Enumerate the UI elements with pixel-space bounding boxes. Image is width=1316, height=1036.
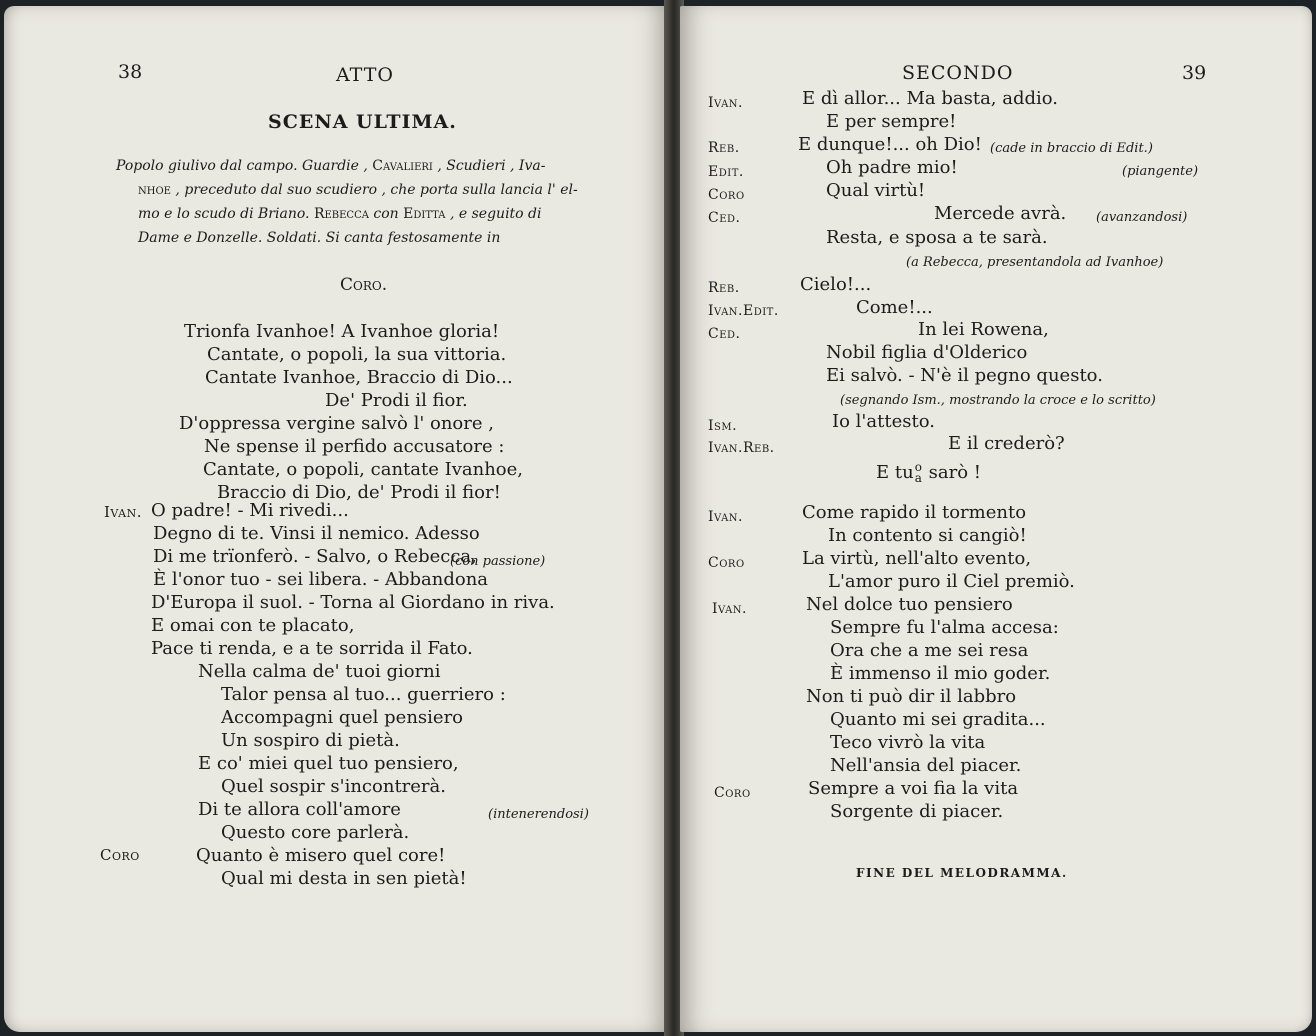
verse-line: D'Europa il suol. - Torna al Giordano in riva.	[151, 592, 555, 613]
verse-line: L'amor puro il Ciel premiò.	[828, 571, 1075, 592]
speaker-ivan: Ivan.	[712, 601, 747, 617]
direction-avanzandosi: (avanzandosi)	[1096, 210, 1188, 225]
verse-line: È l'onor tuo - sei libera. - Abbandona	[153, 569, 489, 590]
verse-line: Nell'ansia del piacer.	[830, 755, 1022, 776]
verse-line: Un sospiro di pietà.	[221, 730, 400, 751]
verse-line: Oh padre mio!	[826, 157, 958, 178]
verse-line: Cielo!...	[800, 274, 872, 295]
verse-line: E omai con te placato,	[151, 615, 355, 636]
verse-line: Sempre a voi fia la vita	[808, 778, 1019, 799]
speaker-reb: Reb.	[708, 280, 740, 296]
verse-line: Cantate, o popoli, la sua vittoria.	[207, 344, 507, 365]
coro-heading: Coro.	[340, 275, 388, 295]
stage-direction-line-3: mo e lo scudo di Briano. Rebecca con Editta , e seguito di	[138, 206, 542, 222]
verse-line: Quanto mi sei gradita...	[830, 709, 1046, 730]
stage-direction-line-2: nhoe , preceduto dal suo scudiero , che porta sulla lancia l' el-	[138, 182, 578, 198]
speaker-ivan: Ivan.	[708, 95, 743, 111]
verse-line: Qual virtù!	[826, 180, 926, 201]
verse-line: Come rapido il tormento	[802, 502, 1027, 523]
running-head-atto: ATTO	[336, 64, 394, 86]
verse-line: La virtù, nell'alto evento,	[802, 548, 1032, 569]
verse-line: Questo core parlerà.	[221, 822, 410, 843]
verse-line: Come!...	[856, 297, 933, 318]
verse-line: Quel sospir s'incontrerà.	[221, 776, 446, 797]
end-text: FINE DEL MELODRAMMA.	[856, 866, 1068, 880]
page-number-38: 38	[118, 61, 143, 83]
verse-line: O padre! - Mi rivedi...	[151, 500, 349, 521]
verse-line: Braccio di Dio, de' Prodi il fior!	[217, 482, 501, 503]
speaker-edit: Edit.	[708, 164, 744, 180]
speaker-coro: Coro	[708, 187, 745, 203]
verse-line: Nobil figlia d'Olderico	[826, 342, 1028, 363]
verse-line: Accompagni quel pensiero	[221, 707, 464, 728]
verse-line: In lei Rowena,	[918, 319, 1049, 340]
right-page	[680, 6, 1312, 1032]
speaker-ivan-edit: Ivan.Edit.	[708, 303, 779, 319]
stage-direction-line-4: Dame e Donzelle. Soldati. Si canta festosamente in	[138, 230, 501, 246]
verse-line: Sorgente di piacer.	[830, 801, 1004, 822]
direction-segnando: (segnando Ism., mostrando la croce e lo scritto)	[840, 393, 1156, 408]
verse-line: Ei salvò. - N'è il pegno questo.	[826, 365, 1103, 386]
running-head-secondo: SECONDO	[902, 62, 1014, 84]
verse-line: E dunque!... oh Dio!	[798, 134, 982, 155]
verse-line: Qual mi desta in sen pietà!	[221, 868, 467, 889]
speaker-ism: Ism.	[708, 418, 738, 434]
speaker-reb: Reb.	[708, 140, 740, 156]
speaker-ivan-reb: Ivan.Reb.	[708, 440, 775, 456]
left-page	[4, 6, 668, 1032]
scene-title: SCENA ULTIMA.	[268, 111, 457, 133]
verse-line: Resta, e sposa a te sarà.	[826, 227, 1048, 248]
verse-line: E dì allor... Ma basta, addio.	[802, 88, 1059, 109]
verse-line: Di me trïonferò. - Salvo, o Rebecca,	[153, 546, 477, 567]
verse-line: Cantate Ivanhoe, Braccio di Dio...	[205, 367, 513, 388]
verse-line: Di te allora coll'amore	[198, 799, 401, 820]
speaker-ced: Ced.	[708, 326, 741, 342]
direction-cade: (cade in braccio di Edit.)	[990, 141, 1153, 156]
speaker-ced: Ced.	[708, 210, 741, 226]
verse-line: D'oppressa vergine salvò l' onore ,	[179, 413, 494, 434]
stage-direction-line-1: Popolo giulivo dal campo. Guardie , Cavalieri , Scudieri , Iva-	[116, 158, 546, 174]
verse-line: E il crederò?	[948, 433, 1065, 454]
direction-a-rebecca: (a Rebecca, presentandola ad Ivanhoe)	[906, 255, 1164, 270]
verse-line: E co' miei quel tuo pensiero,	[198, 753, 459, 774]
verse-line: De' Prodi il fior.	[325, 390, 468, 411]
tu-line: E tu o a sarò !	[876, 460, 982, 485]
direction-con-passione: (con passione)	[450, 554, 546, 569]
verse-line: Talor pensa al tuo... guerriero :	[221, 684, 506, 705]
verse-line: Nella calma de' tuoi giorni	[198, 661, 441, 682]
verse-line: Ne spense il perfido accusatore :	[204, 436, 505, 457]
verse-line: Teco vivrò la vita	[830, 732, 986, 753]
verse-line: E per sempre!	[826, 111, 957, 132]
verse-line: Mercede avrà.	[934, 203, 1067, 224]
verse-line: Pace ti renda, e a te sorrida il Fato.	[151, 638, 473, 659]
direction-piangente: (piangente)	[1122, 164, 1199, 179]
verse-line: Quanto è misero quel core!	[196, 845, 446, 866]
page-number-39: 39	[1182, 62, 1207, 84]
verse-line: Sempre fu l'alma accesa:	[830, 617, 1059, 638]
verse-line: Non ti può dir il labbro	[806, 686, 1017, 707]
speaker-coro: Coro	[714, 785, 751, 801]
direction-intenerendosi: (intenerendosi)	[488, 807, 589, 822]
verse-line: Io l'attesto.	[832, 411, 935, 432]
speaker-coro: Coro	[708, 555, 745, 571]
verse-line: Nel dolce tuo pensiero	[806, 594, 1013, 615]
speaker-coro: Coro	[100, 846, 140, 864]
speaker-ivan: Ivan.	[708, 509, 743, 525]
verse-line: In contento si cangiò!	[828, 525, 1027, 546]
verse-line: Degno di te. Vinsi il nemico. Adesso	[153, 523, 480, 544]
verse-line: Trionfa Ivanhoe! A Ivanhoe gloria!	[184, 321, 500, 342]
verse-line: È immenso il mio goder.	[830, 663, 1051, 684]
speaker-ivan: Ivan.	[104, 503, 142, 521]
verse-line: Cantate, o popoli, cantate Ivanhoe,	[203, 459, 524, 480]
verse-line: Ora che a me sei resa	[830, 640, 1029, 661]
